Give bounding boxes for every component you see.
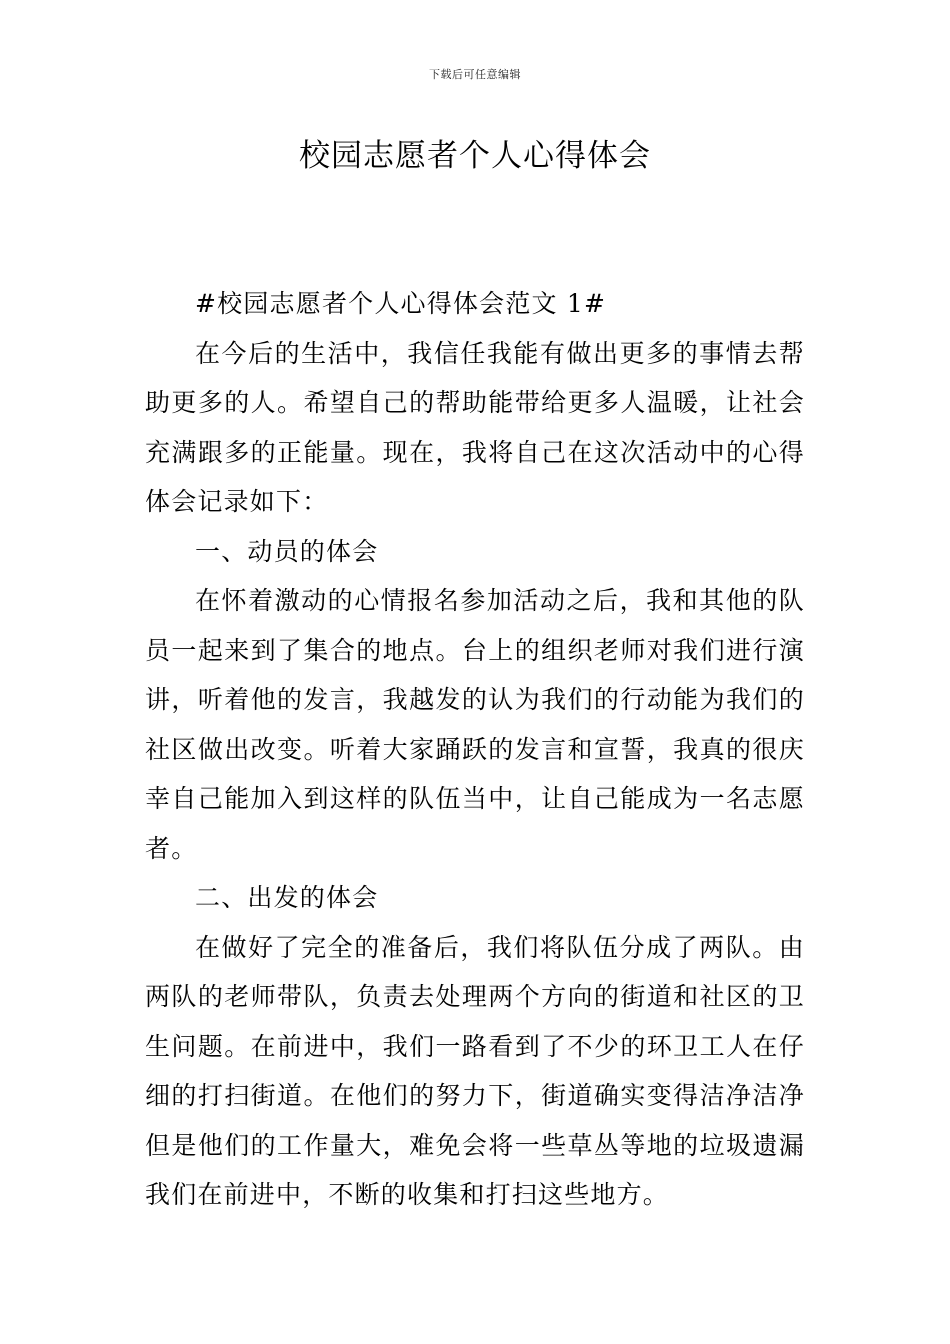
section-heading-departure: 二、出发的体会 bbox=[195, 883, 379, 912]
paragraph-heading-sample: #校园志愿者个人心得体会范文 1# bbox=[195, 289, 607, 318]
paragraph-intro: 在今后的生活中，我信任我能有做出更多的事情去帮助更多的人。希望自己的帮助能带给更多人温暖，让社会充满跟多的正能量。现在，我将自己在这次活动中的心得体会记录如下： bbox=[145, 338, 805, 516]
paragraph-mobilization: 在怀着激动的心情报名参加活动之后，我和其他的队员一起来到了集合的地点。台上的组织老师对我们进行演讲，听着他的发言，我越发的认为我们的行动能为我们的社区做出改变。听着大家踊跃的发言和宣誓，我真的很庆幸自己能加入到这样的队伍当中，让自己能成为一名志愿者。 bbox=[145, 586, 805, 863]
section-heading-mobilization: 一、动员的体会 bbox=[195, 536, 379, 566]
paragraph-departure: 在做好了完全的准备后，我们将队伍分成了两队。由两队的老师带队，负责去处理两个方向的街道和社区的卫生问题。在前进中，我们一路看到了不少的环卫工人在仔细的打扫街道。在他们的努力下，街道确实变得洁净洁净但是他们的工作量大，难免会将一些草丛等地的垃圾遗漏我们在前进中，不断的收集和打扫这些地方。 bbox=[145, 932, 805, 1209]
document-body bbox=[145, 279, 805, 1220]
header-note: 下载后可任意编辑 bbox=[429, 68, 521, 81]
document-title: 校园志愿者个人心得体会 bbox=[299, 138, 651, 174]
